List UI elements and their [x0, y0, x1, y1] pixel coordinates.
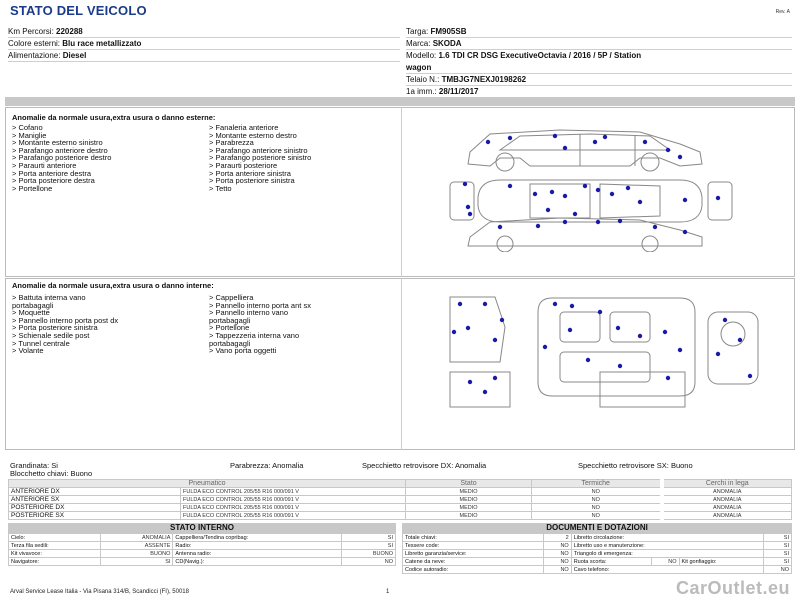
documenti-section: [402, 523, 792, 574]
table-row: ANTERIORE DX FULDA ECO CONTROL 205/55 R16 000/091 V MEDIO NO ANOMALIA: [9, 488, 792, 496]
grandinata-label: Grandinata: Si: [10, 461, 58, 470]
documenti-title: DOCUMENTI E DOTAZIONI: [402, 523, 792, 533]
exterior-divider: [401, 107, 402, 277]
vehicle-info-left: [8, 26, 400, 62]
interior-col1: > Battuta interna vano portabagagli > Moquette > Pannello interno porta post dx > Porta posteriore sinistra > Schienale sedile post > Tunnel centrale > Volante: [12, 293, 119, 356]
modello-row: Modello: 1.6 TDI CR DSG ExecutiveOctavia / 2016 / 5P / Station: [406, 51, 642, 60]
tyre-header-pneumatico: Pneumatico: [9, 480, 406, 488]
section-divider: [5, 97, 795, 106]
targa-value: FM905SB: [430, 27, 467, 36]
stato-interno-title: STATO INTERNO: [8, 523, 396, 533]
colore-row: Colore esterni: Blu race metallizzato: [8, 38, 400, 50]
vehicle-info-right: [406, 26, 792, 98]
specchietto-sx-label: Specchietto retrovisore SX: Buono: [578, 461, 693, 470]
interior-col2: > Cappelliera > Pannello interno porta ant sx > Pannello interno vano portabagagli > Portellone > Tappezzeria interna vano portabagagli > Vano porta oggetti: [209, 293, 311, 356]
table-row: Terza fila sedili: ASSENTE Radio: SI: [9, 542, 396, 550]
immatricolazione-row: 1a imm.: 28/11/2017: [406, 86, 792, 98]
interior-car-diagram: [440, 292, 770, 412]
targa-row: Targa: FM905SB: [406, 26, 792, 38]
alimentazione-row: Alimentazione: Diesel: [8, 50, 400, 62]
tyre-header-stato: Stato: [406, 480, 532, 488]
stato-interno-table: [8, 533, 396, 566]
specchietto-dx-label: Specchietto retrovisore DX: Anomalia: [362, 461, 487, 470]
page-title: STATO DEL VEICOLO: [10, 3, 147, 18]
interior-divider: [401, 278, 402, 450]
marca-value: SKODA: [432, 39, 462, 48]
tyre-header-row: [9, 480, 792, 488]
parabrezza-label: Parabrezza: Anomalia: [230, 461, 304, 470]
table-row: Libretto garanzia/service: NO Triangolo di emergenza: SI: [403, 550, 792, 558]
table-row: Totale chiavi: 2 Libretto circolazione: SI: [403, 534, 792, 542]
immatricolazione-value: 28/11/2017: [438, 87, 479, 96]
interior-list: [12, 281, 400, 355]
table-row: Kit vivavoce: BUONO Antenna radio: BUONO: [9, 550, 396, 558]
blocchetto-label: Blocchetto chiavi: Buono: [10, 469, 93, 478]
exterior-col1: > Cofano > Maniglie > Montante esterno sinistro > Parafango anteriore destro > Parafango posteriore destro > Paraurti anteriore > Porta anteriore destra > Porta posteriore destra > Portellone: [12, 123, 112, 193]
km-row: Km Percorsi: 220288: [8, 26, 400, 38]
modello-row-2: wagon: [406, 62, 792, 74]
watermark-logo: CarOutlet.eu: [675, 578, 790, 598]
exterior-list: [12, 113, 400, 192]
documenti-table: [402, 533, 792, 574]
footer-page-number: 1: [386, 589, 390, 595]
interior-title: Anomalie da normale usura,extra usura o danno interne:: [12, 281, 214, 290]
table-row: Codice autoradio: NO Cavo telefono: NO: [403, 566, 792, 574]
modello-value: 1.6 TDI CR DSG ExecutiveOctavia / 2016 / 5P / Station: [438, 51, 642, 60]
table-row: POSTERIORE SX FULDA ECO CONTROL 205/55 R16 000/091 V MEDIO NO ANOMALIA: [9, 512, 792, 520]
exterior-car-diagram: [440, 122, 740, 252]
telaio-row: Telaio N.: TMBJG7NEXJ0198262: [406, 74, 792, 86]
exterior-title: Anomalie da normale usura,extra usura o danno esterne:: [12, 113, 216, 122]
table-row: POSTERIORE DX FULDA ECO CONTROL 205/55 R16 000/091 V MEDIO NO ANOMALIA: [9, 504, 792, 512]
alimentazione-value: Diesel: [62, 51, 87, 60]
footer-company: Arval Service Lease Italia - Via Pisana 314/B, Scandicci (FI), 50018: [10, 589, 189, 595]
tyre-header-termiche: Termiche: [532, 480, 662, 488]
stato-interno-section: [8, 523, 396, 566]
tyre-table: [8, 479, 792, 520]
revision-label: Rev. A: [775, 9, 790, 15]
table-row: ANTERIORE SX FULDA ECO CONTROL 205/55 R16 000/091 V MEDIO NO ANOMALIA: [9, 496, 792, 504]
table-row: Tessere code: NO Libretto uso e manutenzione: SI: [403, 542, 792, 550]
exterior-col2: > Fanaleria anteriore > Montante esterno destro > Parabrezza > Parafango anteriore sinistro > Parafango posteriore sinistro > Paraurti posteriore > Porta anteriore sinistra > Porta posteriore sinistra > Tetto: [209, 123, 312, 193]
table-row: Navigatore: SI CD(Navig.): NO: [9, 558, 396, 566]
colore-value: Blu race metallizzato: [62, 39, 142, 48]
table-row: Catene da neve: NO Ruota scorta: NO Kit gonfiaggio: SI: [403, 558, 792, 566]
marca-row: Marca: SKODA: [406, 38, 792, 50]
telaio-value: TMBJG7NEXJ0198262: [441, 75, 527, 84]
tyre-header-cerchi: Cerchi in lega: [662, 480, 792, 488]
km-value: 220288: [56, 27, 83, 36]
table-row: Cielo: ANOMALIA Cappelliera/Tendina copribag: SI: [9, 534, 396, 542]
